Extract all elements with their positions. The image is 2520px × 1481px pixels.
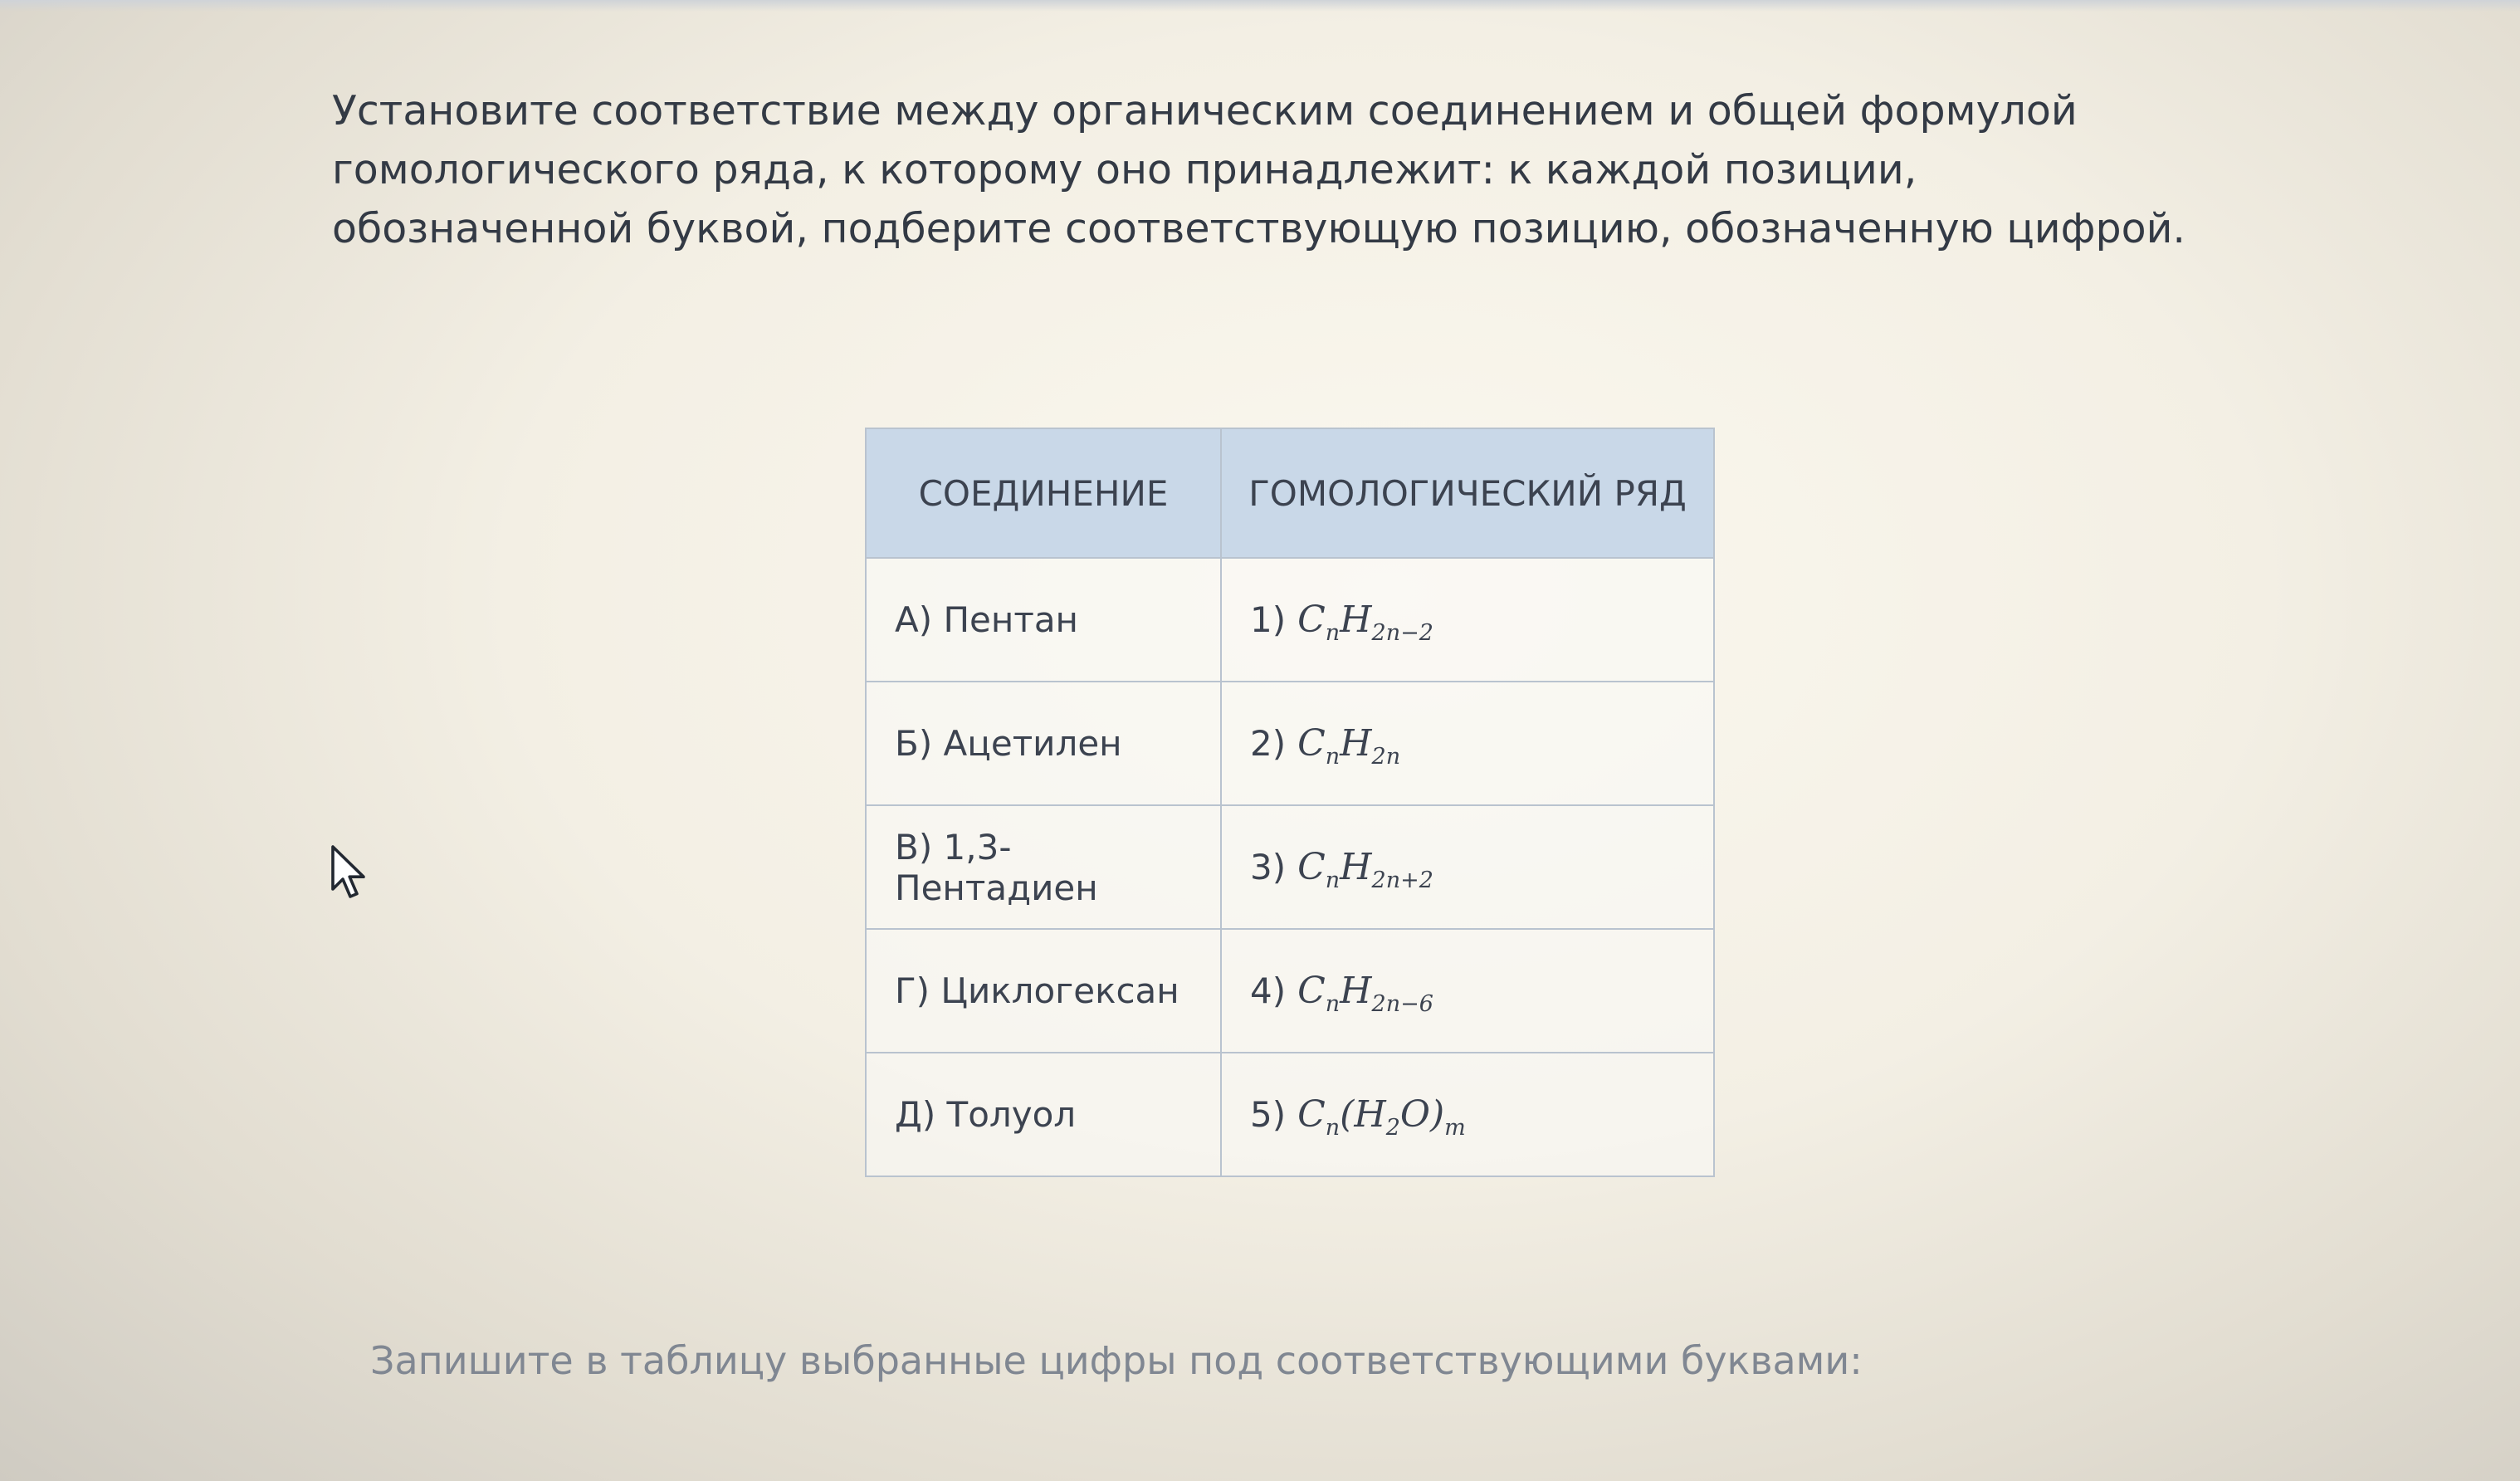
instruction-text: Запишите в таблицу выбранные цифры под соответствующими буквами: [370, 1338, 1863, 1383]
option-number: 5) [1250, 1094, 1287, 1135]
formula-subscript: n [1325, 868, 1341, 893]
mouse-pointer-icon [330, 844, 369, 901]
formula-symbol: H [1340, 970, 1372, 1012]
table-row [866, 682, 1714, 805]
formula-subscript: n [1325, 744, 1341, 770]
formula-symbol: H [1340, 722, 1372, 765]
formula-cell [1221, 929, 1714, 1053]
formula-subscript: n [1325, 1115, 1341, 1141]
formula-cell [1221, 558, 1714, 682]
formula-symbol: C [1297, 970, 1326, 1012]
screen-top-edge [0, 0, 2520, 12]
formula-symbol: C [1297, 599, 1326, 641]
table-row [866, 558, 1714, 682]
table-row [866, 805, 1714, 929]
table-row [866, 929, 1714, 1053]
table-header-row [866, 428, 1714, 558]
header-series: ГОМОЛОГИЧЕСКИЙ РЯД [1221, 428, 1714, 558]
compound-cell: Д) Толуол [866, 1053, 1221, 1176]
formula-subscript: 2 [1385, 1115, 1400, 1141]
option-number: 3) [1250, 847, 1287, 887]
formula-cell [1221, 805, 1714, 929]
formula-cell [1221, 1053, 1714, 1176]
formula [1297, 970, 1433, 1017]
formula-symbol: (H [1340, 1093, 1386, 1136]
formula-subscript: 2n−2 [1371, 620, 1433, 646]
option-number: 2) [1250, 723, 1287, 764]
compound-cell: Б) Ацетилен [866, 682, 1221, 805]
formula-subscript: m [1444, 1115, 1466, 1141]
question-text: Установите соответствие между органическим соединением и общей формулой гомологического ряда, к которому оно принадлежит: к каждой позиции, обозначенной буквой, подберите соответствующую позицию, обозначенную цифрой. [332, 87, 2185, 252]
formula-symbol: O) [1399, 1093, 1445, 1136]
formula [1297, 846, 1433, 893]
formula-symbol: H [1340, 846, 1372, 888]
formula-cell [1221, 682, 1714, 805]
header-compound: СОЕДИНЕНИЕ [866, 428, 1221, 558]
formula-symbol: H [1340, 599, 1372, 641]
matching-table [865, 428, 1715, 1177]
formula-symbol: C [1297, 846, 1326, 888]
formula [1297, 1093, 1466, 1141]
option-number: 4) [1250, 970, 1287, 1011]
formula-subscript: 2n+2 [1371, 868, 1433, 893]
formula [1297, 722, 1401, 770]
formula-subscript: 2n−6 [1371, 991, 1433, 1017]
formula-symbol: C [1297, 1093, 1326, 1136]
compound-cell: А) Пентан [866, 558, 1221, 682]
formula-symbol: C [1297, 722, 1326, 765]
compound-cell: В) 1,3-Пентадиен [866, 805, 1221, 929]
table-row [866, 1053, 1714, 1176]
formula-subscript: n [1325, 620, 1341, 646]
option-number: 1) [1250, 599, 1287, 640]
formula-subscript: 2n [1371, 744, 1401, 770]
formula-subscript: n [1325, 991, 1341, 1017]
formula [1297, 599, 1433, 646]
compound-cell: Г) Циклогексан [866, 929, 1221, 1053]
